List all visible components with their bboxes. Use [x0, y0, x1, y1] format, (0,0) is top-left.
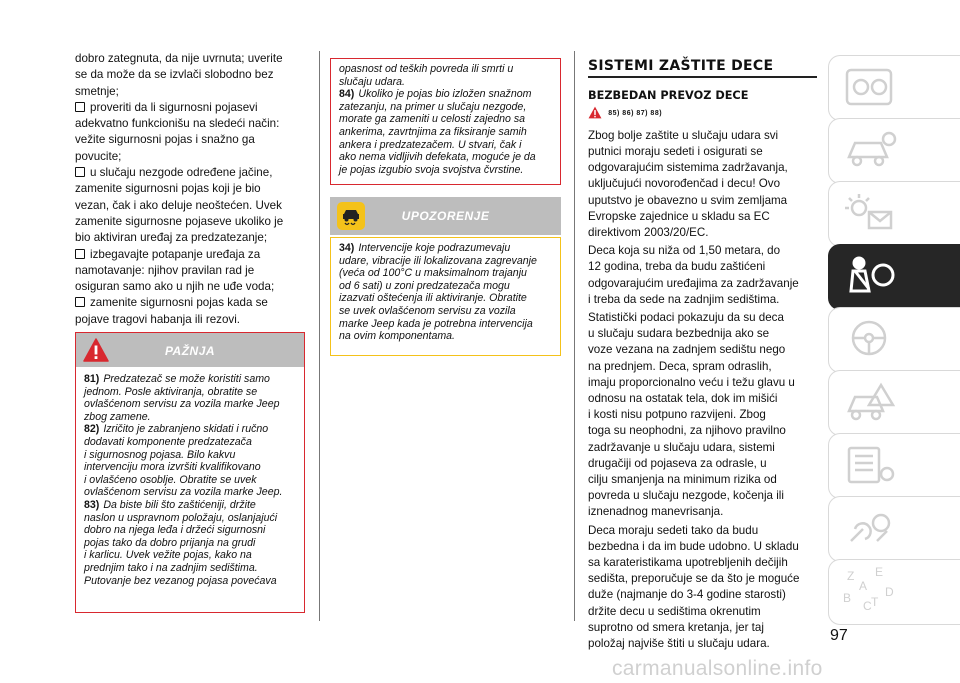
note-line: prednjim tako i na zadnjim sedištima.	[84, 561, 258, 574]
side-tab-specs[interactable]	[828, 496, 960, 562]
reference-line	[588, 106, 817, 126]
note-line: (veća od 100°C u maksimalnom trajanju	[339, 267, 527, 280]
text-line: namotavanje: njihov pravilan rad je	[75, 263, 255, 277]
svg-text:T: T	[871, 595, 879, 609]
note-line: ankerima, zavrtnjima za fiksiranje samih	[339, 125, 527, 138]
section-heading: SISTEMI ZAŠTITE DECE	[588, 58, 774, 74]
note-line: na ovim komponentama.	[339, 330, 456, 343]
note-line: intervenciju mora izvršiti kvalifikovano	[84, 461, 261, 474]
left-column	[75, 51, 307, 328]
note-line: 83) Da biste bili što zaštićeniji, držite	[84, 498, 256, 511]
text-line: osiguran samo ako u njih ne uđe voda;	[75, 280, 275, 294]
svg-text:A: A	[859, 579, 868, 593]
text-line: vežite sigurnosni pojas i snažno ga	[75, 133, 255, 147]
spec-list-icon	[841, 503, 901, 555]
text-line: adekvatno funkcionišu na sledeći način:	[75, 117, 280, 131]
right-column	[588, 58, 817, 654]
steering-wheel-icon	[841, 314, 901, 366]
side-tab-lights[interactable]	[828, 181, 960, 247]
note-line: dodavati komponente predzatezača	[84, 435, 252, 448]
warning-box-body	[76, 367, 304, 593]
svg-text:E: E	[875, 566, 884, 579]
note-line: zbog zamene.	[84, 410, 151, 423]
text-line: zamenite sigurnosne pojaseve ukoliko je	[75, 214, 284, 228]
warning-box-continued	[330, 58, 561, 185]
note-line: zatezanju, na primer u slučaju nezgode,	[339, 100, 527, 113]
text-line: povucite;	[75, 149, 122, 163]
note-line: ako nema vidljivih defekata, moguće je da	[339, 151, 536, 164]
text-line: zamenite sigurnosni pojas koji je bio	[75, 182, 261, 196]
note-line: opasnost od teških povreda ili smrti u	[339, 63, 514, 75]
column-divider	[319, 51, 320, 621]
text-line: bio aktiviran uređaj za predzatezanje;	[75, 231, 268, 245]
column-divider	[574, 51, 575, 621]
caution-box	[330, 237, 561, 356]
svg-text:C: C	[863, 599, 872, 613]
warning-box-header	[76, 333, 304, 367]
side-tab-car-info[interactable]	[828, 118, 960, 184]
paragraph: Statistički podaci pokazuju da su deca u slučaju sudara bezbednija ako se voze vezana na zadnjem sedištu nego na prednjem. Deca, spram odraslih, imaju proporcionalno veću i težu glavu u odnosu na ostatak tela, dok im mišići i kosti nisu potpuno razvijeni. Zbog toga su neophodni, za njihovo pravilno zadržavanje u slučaju udara, sistemi drugačiji od pojaseva za odrasle, u cilju smanjenja na minimum rizika od povreda u slučaju nezgode, kočenja ili iznenadnog manevrisanja.	[588, 311, 795, 519]
note-line: se uvek ovlašćenom servisu za vozila	[339, 304, 516, 317]
note-line: 34) Intervencije koje podrazumevaju	[339, 242, 511, 254]
side-tab-emergency[interactable]	[828, 370, 960, 436]
paragraph: Zbog bolje zaštite u slučaju udara svi putnici moraju sedeti i osigurati se odgovarajućim sistemima zadržavanja, uključujući novorođenčad i decu! Ovo uputstvo je obavezno u svim zemljama Evropske zajednice u skladu sa EC direktivom 2003/20/EC.	[588, 128, 788, 240]
note-line: ovlašćenom servisu za vozila marke Jeep.	[84, 486, 283, 499]
note-line: marke Jeep kada je potrebna intervencija	[339, 317, 533, 330]
bullet-item: izbegavajte potapanje uređaja za	[75, 247, 307, 263]
note-line: 82) Izričito je zabranjeno skidati i ručno	[84, 423, 269, 436]
note-line: udare, vibracije ili lokalizovana zagrevanje	[339, 254, 537, 267]
heading-rule	[588, 76, 817, 77]
checkbox-bullet-icon	[75, 297, 85, 307]
side-tab-dashboard[interactable]	[828, 55, 960, 121]
airbag-seatbelt-icon	[841, 251, 901, 303]
svg-text:D: D	[885, 585, 894, 599]
note-line: slučaju udara.	[339, 75, 405, 88]
text-line: dobro zategnuta, da nije uvrnuta; uverite	[75, 52, 283, 65]
note-line: morate ga zameniti u celosti zajedno sa	[339, 113, 526, 126]
warning-box-paznja	[75, 332, 305, 613]
note-line: i sigurnosnog pojasa. Bilo kakvu	[84, 448, 236, 461]
note-line: od 6 sati) u zoni predzatezača mogu	[339, 279, 510, 292]
bullet-item: zamenite sigurnosni pojas kada se	[75, 295, 307, 311]
side-tab-safety[interactable]	[828, 244, 960, 310]
caution-box-header	[330, 197, 561, 235]
note-line: i ovlašćeno osoblje. Obratite se uvek	[84, 473, 257, 486]
text-line: vezan, čak i ako deluje neoštećen. Uvek	[75, 198, 282, 212]
note-line: Putovanje bez vezanog pojasa povećava	[84, 574, 277, 587]
warning-triangle-icon	[588, 106, 602, 119]
note-line: jednom. Posle aktiviranja, obratite se	[84, 385, 258, 398]
note-line: je pojas izgubio svoja svojstva čvrstine.	[339, 163, 524, 176]
note-line: izazvati oštećenja ili aktiviranje. Obratite	[339, 292, 527, 305]
paragraph: Deca koja su niža od 1,50 metara, do 12 godina, treba da budu zaštićeni odgovarajućim uređajima za zadržavanje i treba da sede na zadnjim sedištima.	[588, 244, 799, 306]
service-car-icon	[841, 440, 901, 492]
page-number: 97	[830, 627, 848, 644]
note-line: ankera i predzatezačem. U stvari, čak i	[339, 138, 522, 151]
text-line: pojave tragovi habanja ili rezovi.	[75, 312, 240, 326]
alphabet-index-icon	[841, 566, 901, 618]
side-tab-starting[interactable]	[828, 307, 960, 373]
note-line: pojas tako da dobro prijanja na grudi	[84, 536, 256, 549]
subsection-heading: BEZBEDAN PREVOZ DECE	[588, 88, 749, 102]
note-line: i karlicu. Uvek vežite pojas, kako na	[84, 549, 252, 562]
box-title: PAŽNJA	[164, 344, 216, 358]
text-line: se da može da se izvlači slobodno bez	[75, 68, 274, 82]
bullet-item: u slučaju nezgode određene jačine,	[75, 165, 307, 181]
checkbox-bullet-icon	[75, 167, 85, 177]
side-tab-service[interactable]	[828, 433, 960, 499]
caution-box-body	[331, 238, 560, 349]
side-tab-index[interactable]	[828, 559, 960, 625]
note-line: 84) Ukoliko je pojas bio izložen snažnom	[339, 88, 532, 101]
paragraph: Deca moraju sedeti tako da budu bezbedna i da im bude udobno. U skladu sa karateristikama upotrebljenih dečijih sedišta, preporučuje se da što je moguće duže (najmanje do 3-4 godine starosti) držite decu u sedištima okrenutim suprotno od smera kretanja, jer taj položaj najviše štiti u slučaju udara.	[588, 523, 800, 651]
box-title: UPOZORENJE	[401, 209, 490, 223]
note-line: naslon u uspravnom položaju, oslanjajući	[84, 511, 278, 524]
note-line: 81) Predzatezač se može koristiti samo	[84, 373, 270, 385]
note-line: ovlašćenom servisu za vozila marke Jeep	[84, 398, 280, 411]
svg-text:Z: Z	[847, 569, 855, 583]
footnote-refs: 85) 86) 87) 88)	[608, 109, 663, 117]
checkbox-bullet-icon	[75, 102, 85, 112]
text-line: smetnje;	[75, 84, 119, 98]
checkbox-bullet-icon	[75, 249, 85, 259]
watermark-text: carmanualsonline.info	[612, 657, 823, 680]
svg-text:B: B	[843, 591, 852, 605]
lights-mail-icon	[841, 188, 901, 240]
car-dashboard-icon	[841, 62, 901, 114]
car-warning-icon	[841, 377, 901, 429]
bullet-item: proveriti da li sigurnosni pojasevi	[75, 100, 307, 116]
car-info-icon	[841, 125, 901, 177]
note-line: dobro na njega leđa i držeći sigurnosni	[84, 524, 266, 537]
